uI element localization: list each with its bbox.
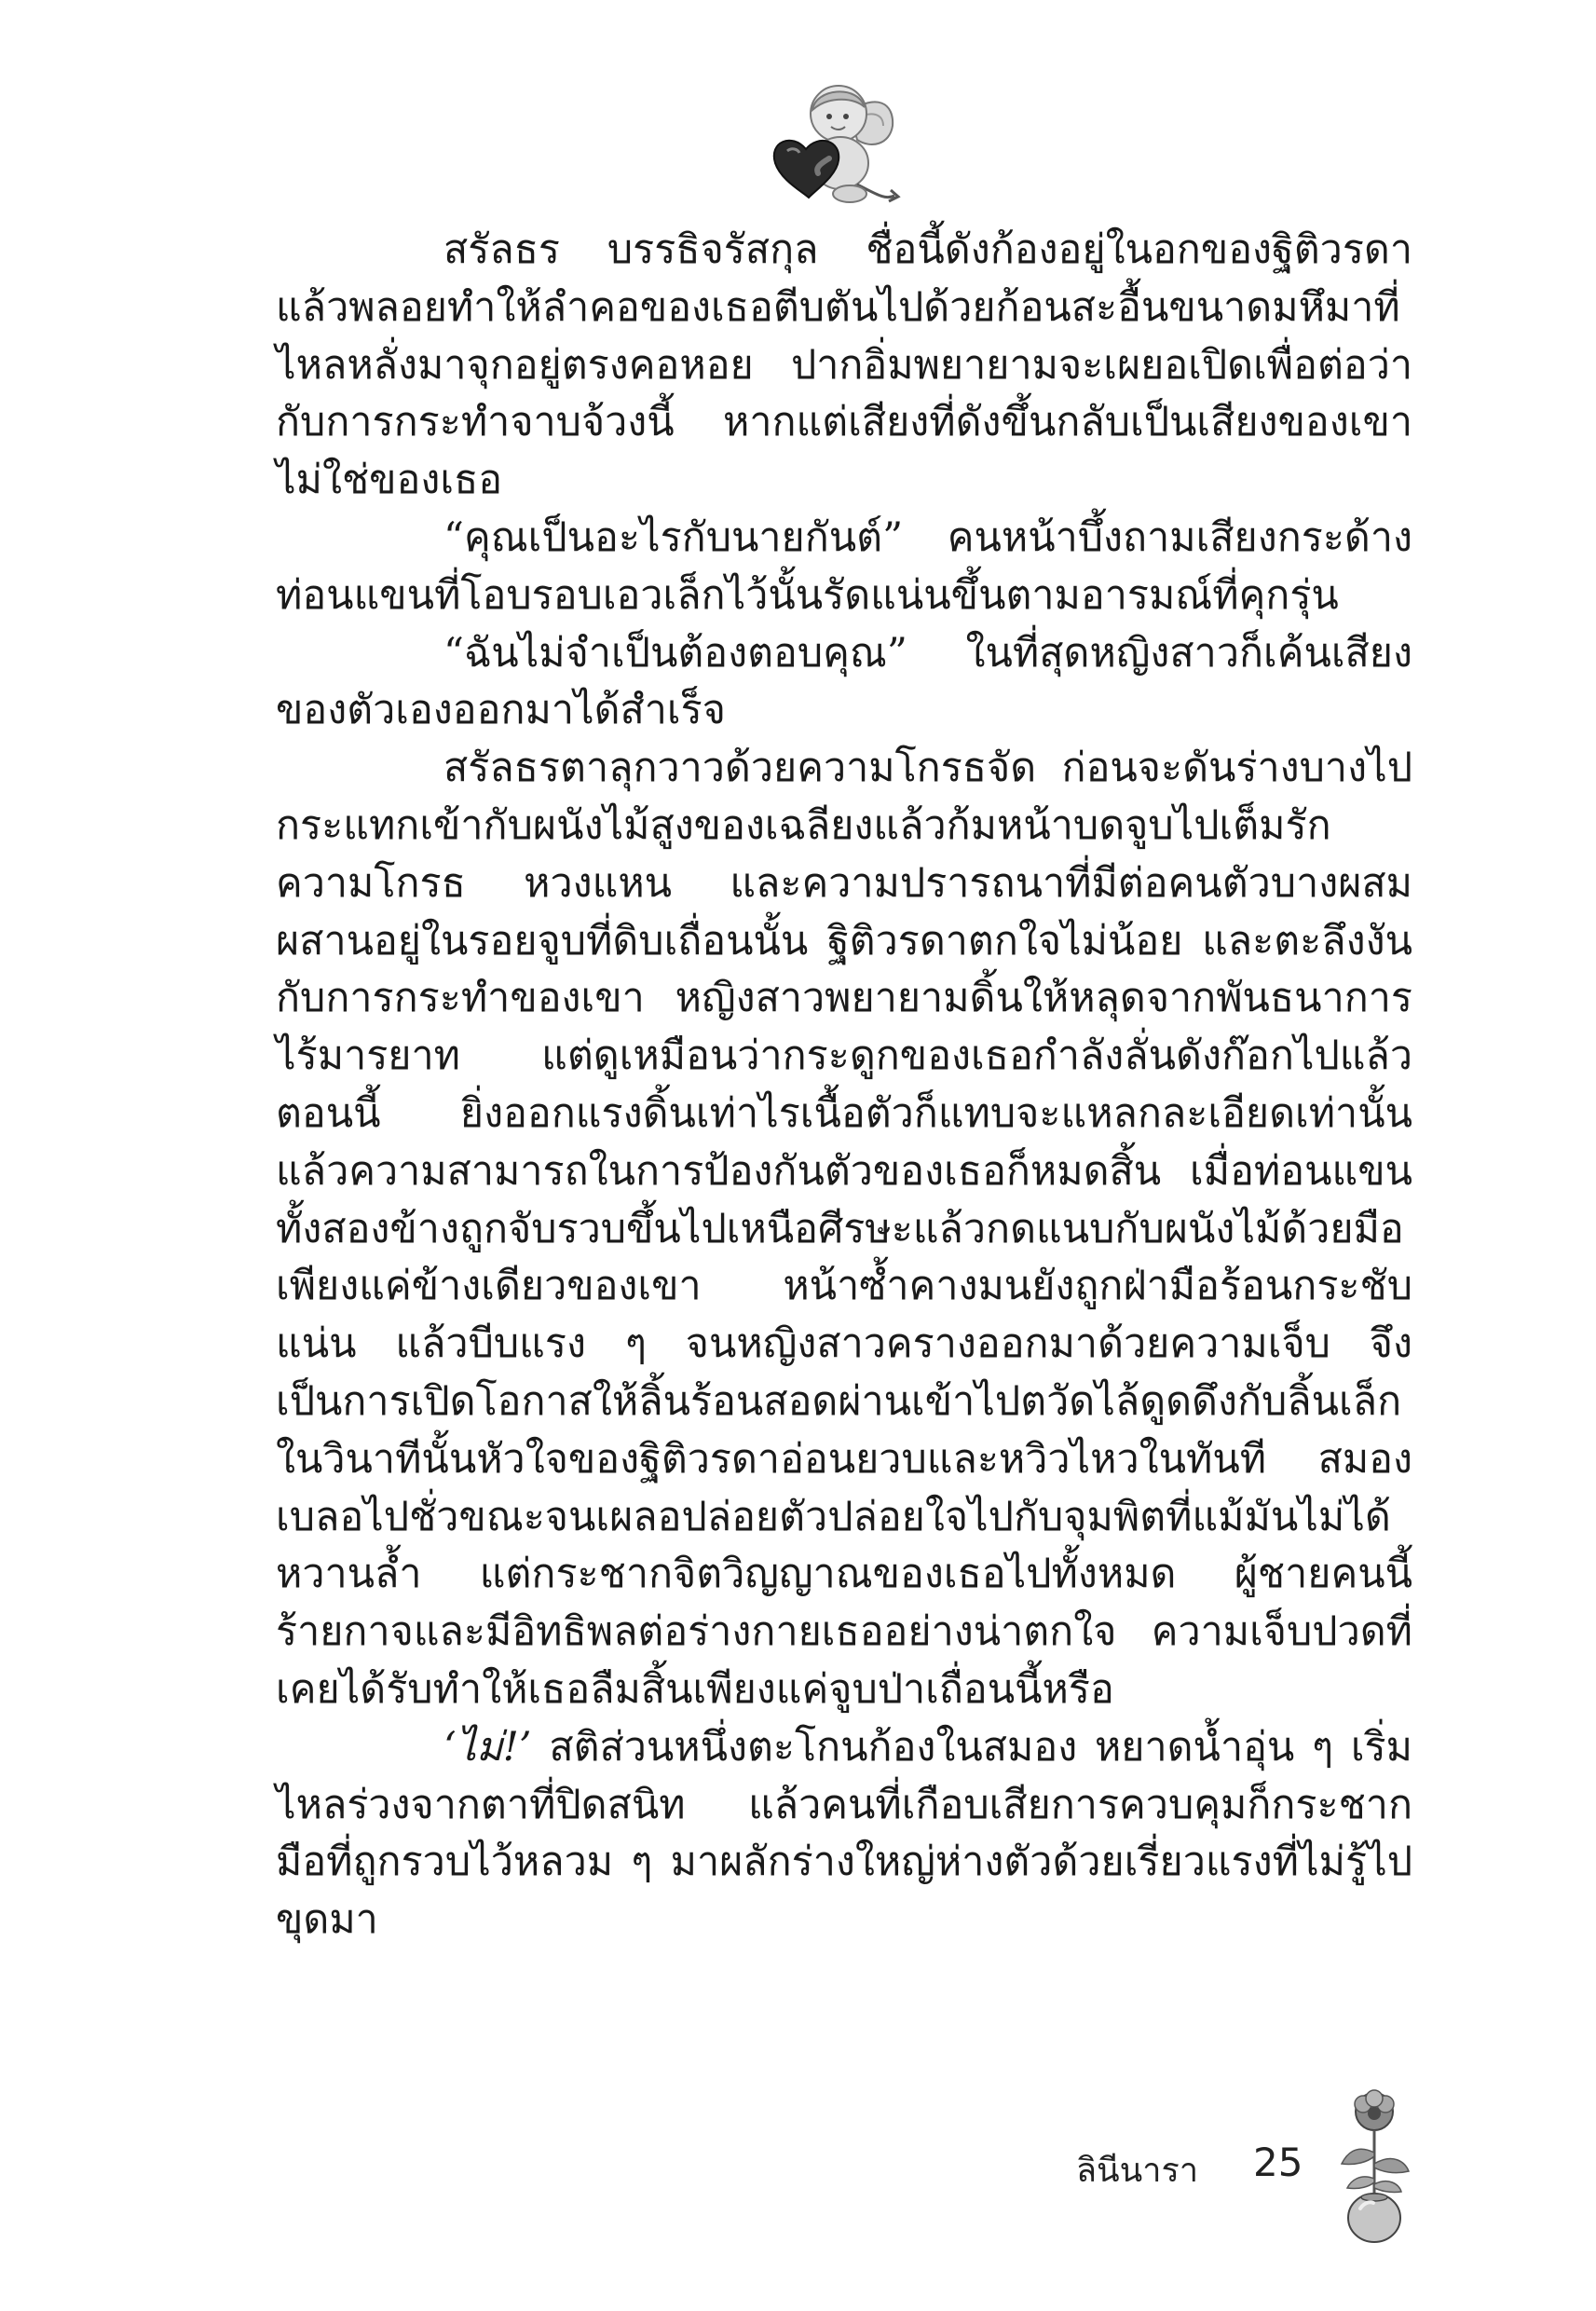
page-footer [1025,2087,1416,2274]
running-footer-title: ลินีนารา [1076,2152,1199,2190]
page-number: 25 [1253,2140,1303,2185]
paragraph-2: “คุณเป็นอะไรกับนายกันต์” คนหน้าบึ้งถามเสียงกระด้าง ท่อนแขนที่โอบรอบเอวเล็กไว้นั้นรัดแน่นขึ้นตามอารมณ์ที่คุกรุ่น [276,513,1412,619]
paragraph-4: สรัลธรตาลุกวาวด้วยความโกรธจัด ก่อนจะดันร่างบางไปกระแทกเข้ากับผนังไม้สูงของเฉลียงแล้วก้มหน้าบดจูบไปเต็มรัก ความโกรธ หวงแหน และความปรารถนาที่มีต่อคนตัวบางผสมผสานอยู่ในรอยจูบที่ดิบเถื่อนนั้น ฐิติวรดาตกใจไม่น้อย และตะลึงงันกับการกระทำของเขา หญิงสาวพยายามดิ้นให้หลุดจากพันธนาการไร้มารยาท แต่ดูเหมือนว่ากระดูกของเธอกำลังลั่นดังก๊อกไปแล้วตอนนี้ ยิ่งออกแรงดิ้นเท่าไรเนื้อตัวก็แทบจะแหลกละเอียดเท่านั้น แล้วความสามารถในการป้องกันตัวของเธอก็หมดสิ้น เมื่อท่อนแขนทั้งสองข้างถูกจับรวบขึ้นไปเหนือศีรษะแล้วกดแนบกับผนังไม้ด้วยมือเพียงแค่ข้างเดียวของเขา หน้าซ้ำคางมนยังถูกฝ่ามือร้อนกระชับแน่น แล้วบีบแรง ๆ จนหญิงสาวครางออกมาด้วยความเจ็บ จึงเป็นการเปิดโอกาสให้ลิ้นร้อนสอดผ่านเข้าไปตวัดไล้ดูดดึงกับลิ้นเล็ก ในวินาทีนั้นหัวใจของฐิติวรดาอ่อนยวบและหวิวไหวในทันที สมองเบลอไปชั่วขณะจนเผลอปล่อยตัวปล่อยใจไปกับจุมพิตที่แม้มันไม่ได้หวานล้ำ แต่กระชากจิตวิญญาณของเธอไปทั้งหมด ผู้ชายคนนี้ร้ายกาจและมีอิทธิพลต่อร่างกายเธออย่างน่าตกใจ ความเจ็บปวดที่เคยได้รับทำให้เธอลืมสิ้นเพียงแค่จูบป่าเถื่อนนี้หรือ [276,745,1412,1713]
paragraph-1: สรัลธร บรรธิจรัสกุล ชื่อนี้ดังก้องอยู่ในอกของฐิติวรดา แล้วพลอยทำให้ลำคอของเธอตีบตันไปด้วยก้อนสะอื้นขนาดมหึมาที่ไหลหลั่งมาจุกอยู่ตรงคอหอย ปากอิ่มพยายามจะเผยอเปิดเพื่อต่อว่ากับการกระทำจาบจ้วงนี้ หากแต่เสียงที่ดังขึ้นกลับเป็นเสียงของเขา ไม่ใช่ของเธอ [276,226,1412,504]
paragraph-5-text: สติส่วนหนึ่งตะโกนก้องในสมอง หยาดน้ำอุ่น ๆ เริ่มไหลร่วงจากตาที่ปิดสนิท แล้วคนที่เกือบเสียการควบคุมก็กระชากมือที่ถูกรวบไว้หลวม ๆ มาผลักร่างใหญ่ห่างตัวด้วยเรี่ยวแรงที่ไม่รู้ไปขุดมา [276,1723,1412,1944]
flower-in-vase-icon [1332,2087,1416,2246]
paragraph-3: “ฉันไม่จำเป็นต้องตอบคุณ” ในที่สุดหญิงสาวก็เค้นเสียงของตัวเองออกมาได้สำเร็จ [276,629,1412,734]
paragraph-5 [276,1719,1412,1949]
chapter-body [276,222,1412,1949]
cupid-with-heart-icon [764,75,904,219]
inner-thought: ‘ไม่!’ [443,1723,532,1771]
